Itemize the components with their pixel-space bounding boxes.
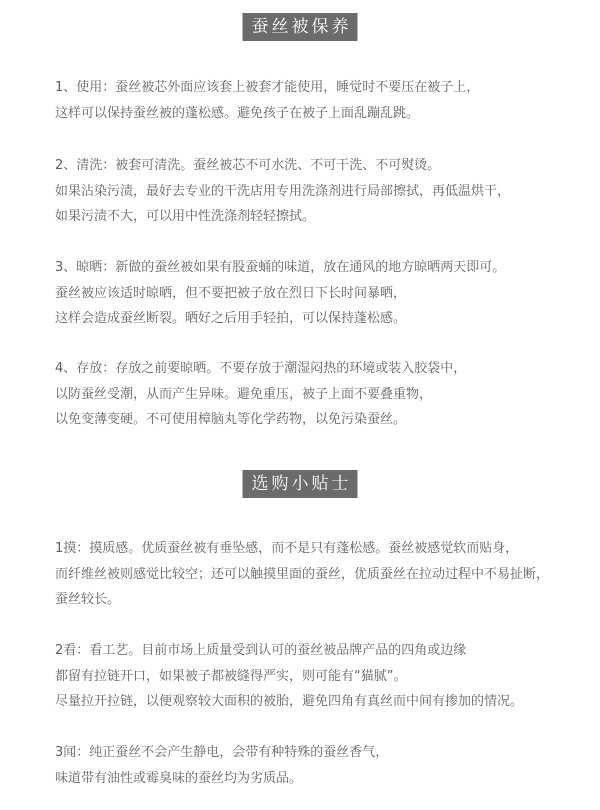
paragraph-line: 如果污渍不大，可以用中性洗涤剂轻轻擦拭。 [55, 209, 316, 225]
paragraph-line: 味道带有油性或霉臭味的蚕丝均为劣质品。 [55, 770, 303, 786]
tip-touch-paragraph [55, 536, 600, 613]
paragraph-line: 3闻：纯正蚕丝不会产生静电，会带有种特殊的蚕丝香气， [55, 745, 389, 760]
paragraph-line: 1、使用：蚕丝被芯外面应该套上被套才能使用，睡觉时不要压在被子上， [55, 80, 480, 95]
paragraph-line: 蚕丝较长。 [55, 592, 121, 608]
tips-section-title: 选购小贴士 [243, 470, 358, 498]
care-storage-paragraph [55, 356, 600, 433]
care-section-title: 蚕丝被保养 [243, 13, 358, 41]
paragraph-line: 4、存放：存放之前要晾晒。不要存放于潮湿闷热的环境或装入胶袋中， [55, 361, 467, 376]
paragraph-line: 这样会造成蚕丝断裂。晒好之后用手轻拍，可以保持蓬松感。 [55, 311, 407, 327]
paragraph-line: 尽量拉开拉链，以便观察较大面积的被胎，避免四角有真丝而中间有掺加的情况。 [55, 694, 524, 710]
care-usage-paragraph [55, 75, 600, 126]
care-drying-paragraph [55, 255, 600, 332]
paragraph-line: 2看：看工艺。目前市场上质量受到认可的蚕丝被品牌产品的四角或边缘 [55, 643, 467, 658]
tip-smell-paragraph [55, 740, 600, 791]
paragraph-line: 3、晾晒：新做的蚕丝被如果有股蚕蛹的味道，放在通风的地方晾晒两天即可。 [55, 260, 506, 275]
paragraph-line: 而纤维丝被则感觉比较空；还可以触摸里面的蚕丝，优质蚕丝在拉动过程中不易扯断， [55, 566, 550, 582]
paragraph-line: 都留有拉链开口，如果被子都被缝得严实，则可能有“猫腻”。 [55, 668, 407, 684]
tip-look-paragraph [55, 638, 600, 715]
care-washing-paragraph [55, 153, 600, 230]
paragraph-line: 蚕丝被应该适时晾晒，但不要把被子放在烈日下长时间暴晒， [55, 285, 407, 301]
paragraph-line: 2、清洗：被套可清洗。蚕丝被芯不可水洗、不可干洗、不可熨烫。 [55, 158, 441, 173]
paragraph-line: 1摸：摸质感。优质蚕丝被有垂坠感，而不是只有蓬松感。蚕丝被感觉软而贴身， [55, 541, 519, 556]
paragraph-line: 这样可以保持蚕丝被的蓬松感。避免孩子在被子上面乱蹦乱跳。 [55, 105, 420, 121]
paragraph-line: 以防蚕丝受潮，从而产生异味。避免重压，被子上面不要叠重物， [55, 386, 433, 402]
paragraph-line: 如果沾染污渍，最好去专业的干洗店用专用洗涤剂进行局部擦拭，再低温烘干， [55, 183, 511, 199]
paragraph-line: 以免变薄变硬。不可使用樟脑丸等化学药物，以免污染蚕丝。 [55, 412, 407, 428]
